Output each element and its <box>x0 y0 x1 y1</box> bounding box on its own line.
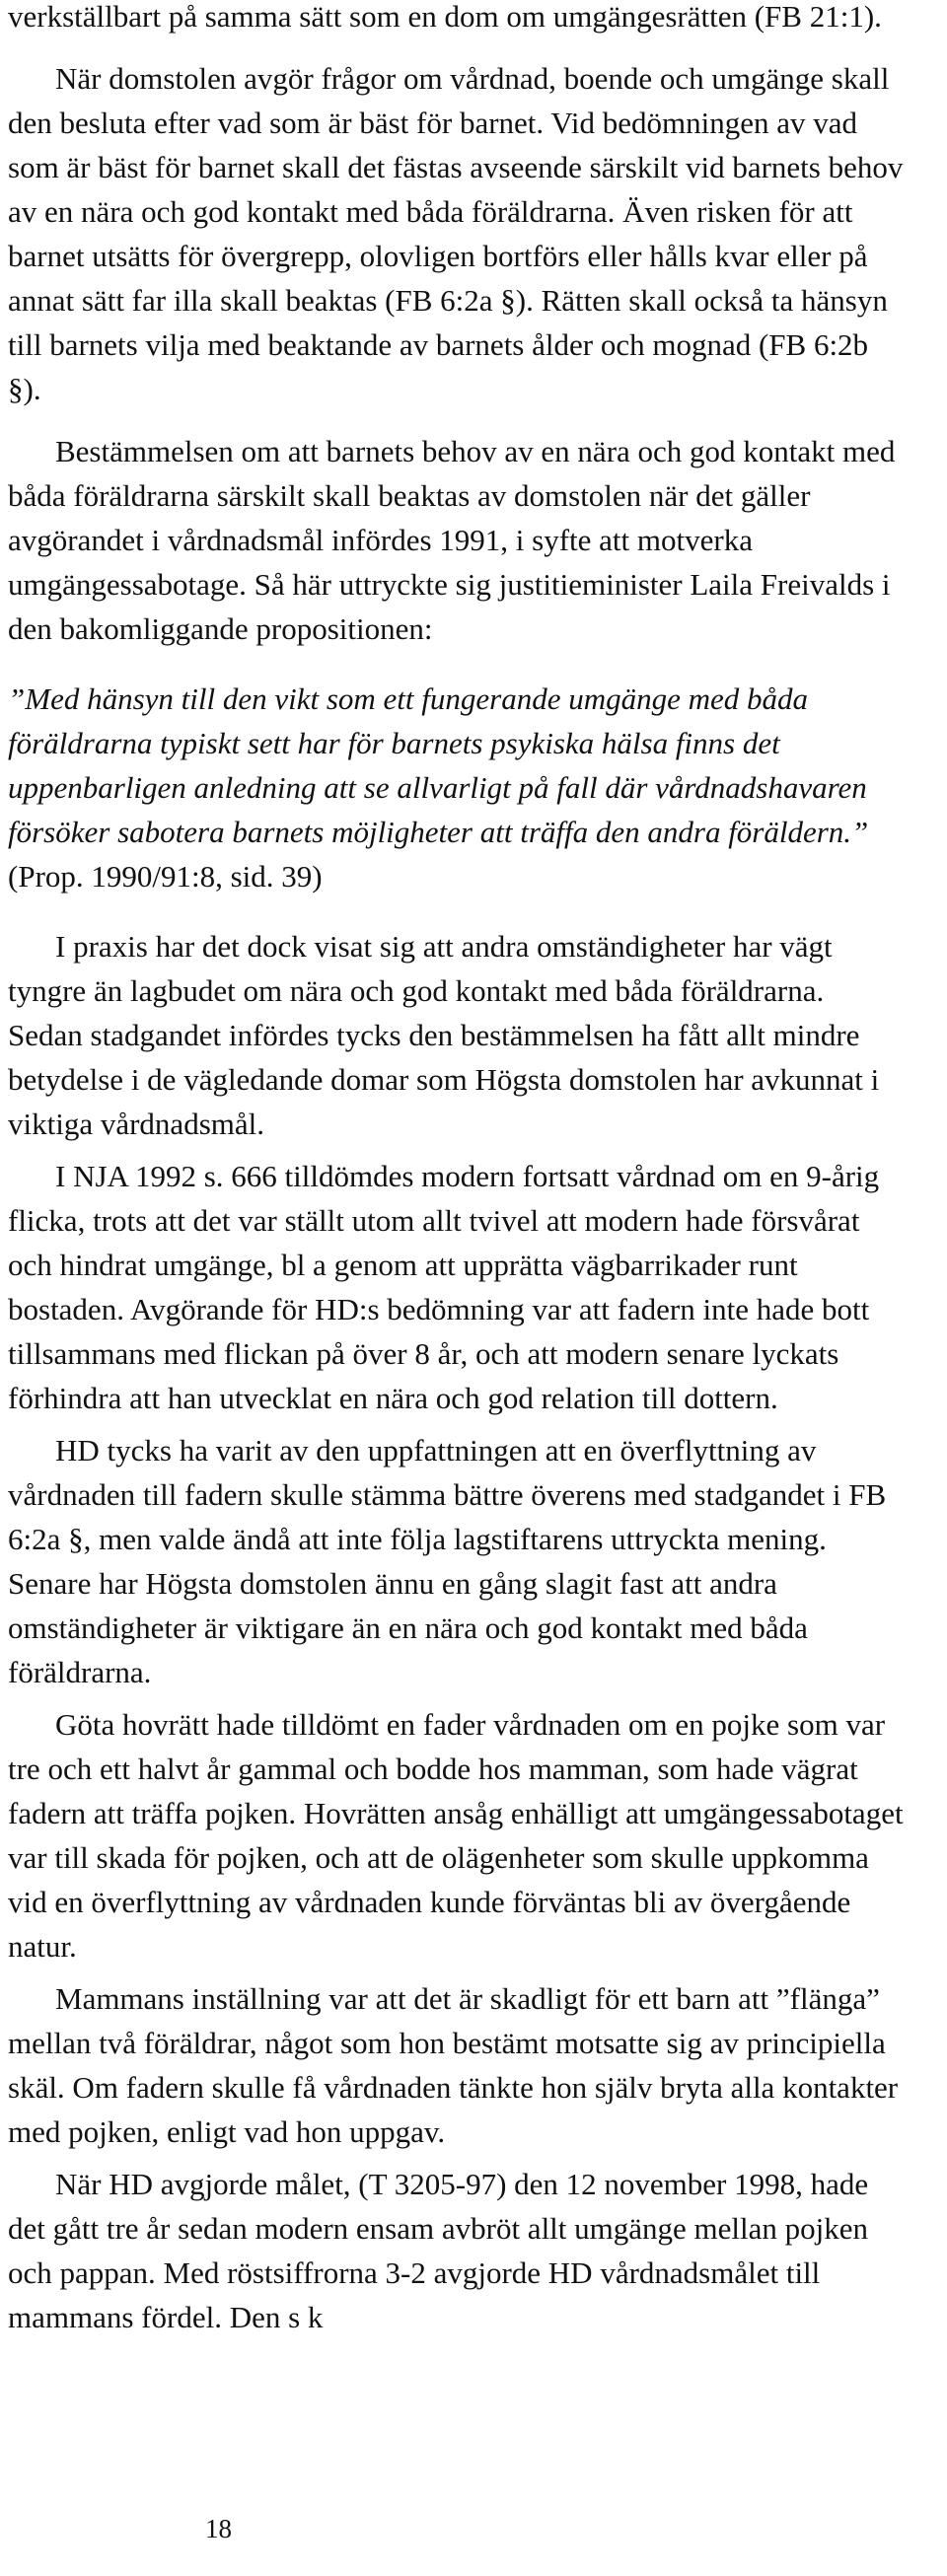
paragraph-mother-position: Mammans inställning var att det är skadligt för ett barn att ”flänga” mellan två föräldrar, något som hon bestämt motsatte sig av principiella skäl. Om fadern skulle få vårdnaden tänkte hon själv bryta alla kontakter med pojken, enligt vad hon uppgav. <box>8 1981 899 2149</box>
quote-citation: (Prop. 1990/91:8, sid. 39) <box>8 859 323 894</box>
block-quote <box>8 677 906 898</box>
paragraph-hd-view: HD tycks ha varit av den uppfattningen att en överflyttning av vårdnaden till fadern skulle stämma bättre överens med stadgandet i FB 6:2a §, men valde ändå att inte följa lagstiftarens uttryckta mening. Senare har Högsta domstolen ännu en gång slagit fast att andra omständigheter är viktigare än en nära och god kontakt med båda föräldrarna. <box>8 1433 887 1689</box>
paragraph-nja-1992: I NJA 1992 s. 666 tilldömdes modern fortsatt vårdnad om en 9-årig flicka, trots att det var ställt utom allt tvivel att modern hade försvårat och hindrat umgänge, bl a genom att upprätta vägbarrikader runt bostaden. Avgörande för HD:s bedömning var att fadern inte hade bott tillsammans med flickan på över 8 år, och att modern senare lyckats förhindra att han utvecklat en nära och god relation till dottern. <box>8 1159 880 1415</box>
quote-text: ”Med hänsyn till den vikt som ett fungerande umgänge med båda föräldrarna typiskt sett har för barnets psykiska hälsa finns det uppenbarligen anledning att se allvarligt på fall där vårdnadshavaren försöker sabotera barnets möjligheter att träffa den andra föräldern.” <box>8 681 869 849</box>
paragraph-best-interest: När domstolen avgör frågor om vårdnad, boende och umgänge skall den besluta efter vad som är bäst för barnet. Vid bedömningen av vad som är bäst för barnet skall det fästas avseende särskilt vid barnets behov av en nära och god kontakt med båda föräldrarna. Även risken för att barnet utsätts för övergrepp, olovligen bortförs eller hålls kvar eller på annat sätt far illa skall beaktas (FB 6:2a §). Rätten skall också ta hänsyn till barnets vilja med beaktande av barnets ålder och mognad (FB 6:2b §). <box>8 61 904 406</box>
paragraph-continuation: verkställbart på samma sätt som en dom om umgängesrätten (FB 21:1). <box>8 0 882 34</box>
paragraph-practice: I praxis har det dock visat sig att andra omständigheter har vägt tyngre än lagbudet om nära och god kontakt med båda föräldrarna. Sedan stadgandet infördes tycks den bestämmelsen ha fått allt mindre betydelse i de vägledande domar som Högsta domstolen har avkunnat i viktiga vårdnadsmål. <box>8 929 880 1141</box>
paragraph-gota-hovratt: Göta hovrätt hade tilldömt en fader vårdnaden om en pojke som var tre och ett halvt år gammal och bodde hos mamman, som hade vägrat fadern att träffa pojken. Hovrätten ansåg enhälligt att umgängessabotaget var till skada för pojken, och att de olägenheter som skulle uppkomma vid en överflyttning av vårdnaden kunde förväntas bli av övergående natur. <box>8 1707 904 1964</box>
paragraph-provision: Bestämmelsen om att barnets behov av en nära och god kontakt med båda föräldrarna särskilt skall beaktas av domstolen när det gäller avgörandet i vårdnadsmål infördes 1991, i syfte att motverka umgängessabotage. Så här uttryckte sig justitieminister Laila Freivalds i den bakomliggande propositionen: <box>8 434 896 646</box>
page-number: 18 <box>205 2514 232 2543</box>
paragraph-hd-decision: När HD avgjorde målet, (T 3205-97) den 12 november 1998, hade det gått tre år sedan modern ensam avbröt allt umgänge mellan pojken och pappan. Med röstsiffrorna 3-2 avgjorde HD vårdnadsmålet till mammans fördel. Den s k <box>8 2167 869 2334</box>
